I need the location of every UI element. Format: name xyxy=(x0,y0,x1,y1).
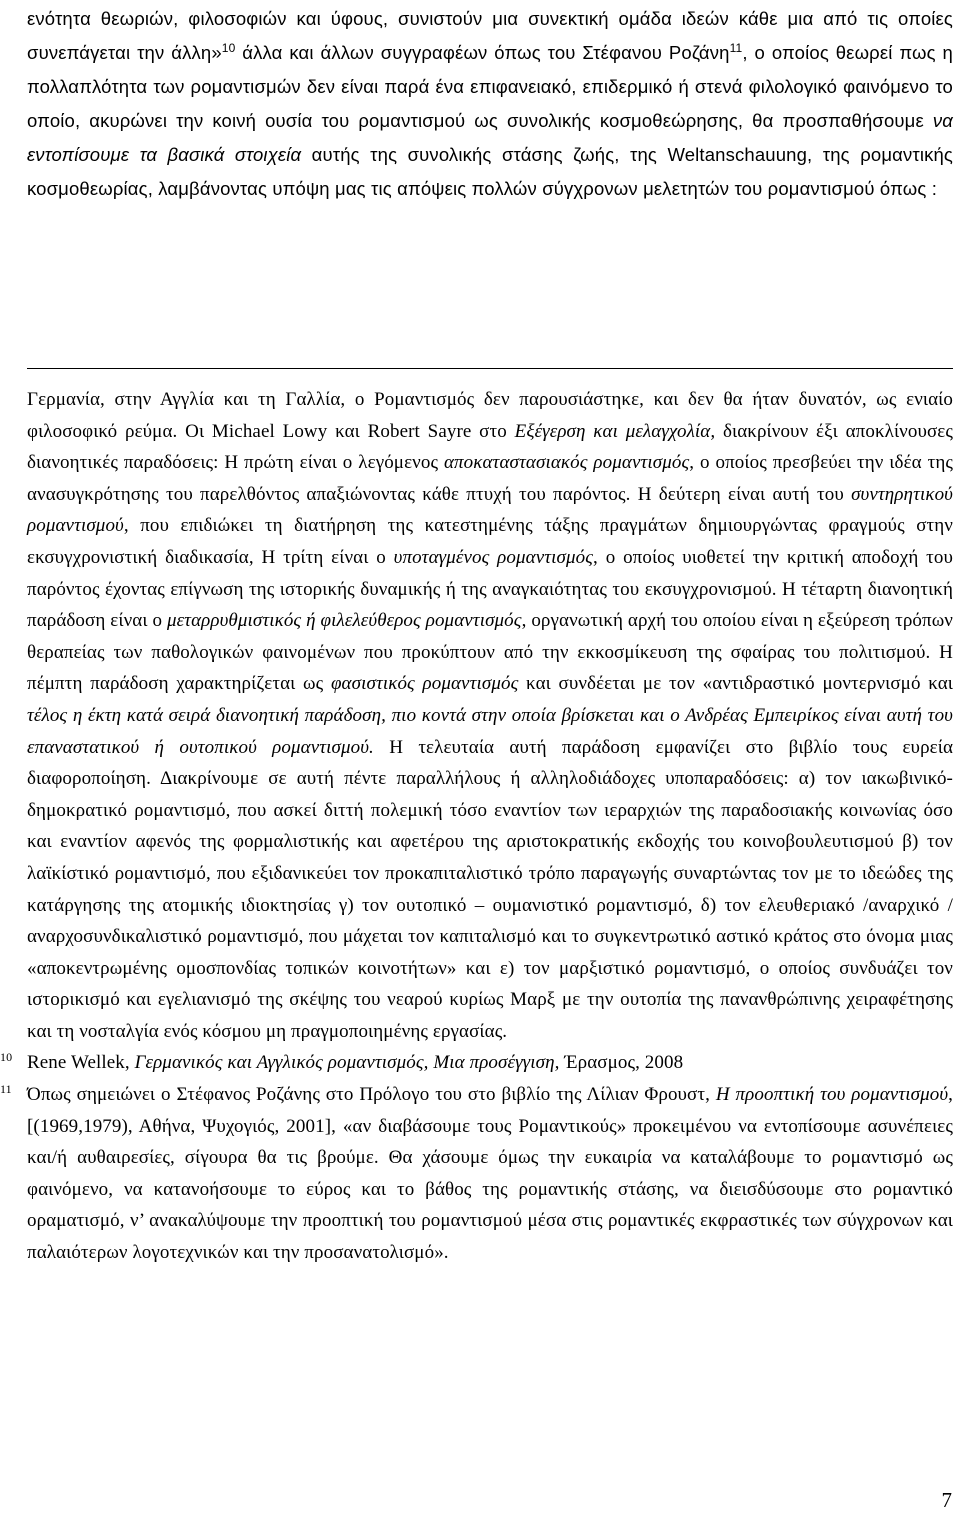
footnote-ref-10[interactable]: 10 xyxy=(221,41,236,55)
fn-cont-text-7: και συνδέεται με τον «αντιδραστικό μοντερνισμό και xyxy=(518,673,953,695)
page-number: 7 xyxy=(941,1488,952,1512)
footnote-10 xyxy=(0,1047,953,1079)
main-text-1: ενότητα θεωριών, φιλοσοφιών και ύφους, συνιστούν μια συνεκτική ομάδα ιδεών κάθε μια από τις οποίες συνεπάγεται την άλλη» xyxy=(27,8,953,63)
footnote-mark-11: 11 xyxy=(0,1082,12,1097)
fn-cont-text-5: , ο οποίος υιοθετεί την κριτική αποδοχή του παρόντος έχοντας επίγνωση της ιστορικής δυναμικής ή της αναγκαιότητας του εκσυγχρονισμού. Η τέταρτη διανοητική παράδοση είναι ο xyxy=(27,546,953,632)
fn-cont-italic-6: φασιστικός ρομαντισμός xyxy=(330,673,519,695)
footnote-mark-10: 10 xyxy=(0,1050,13,1065)
fn-cont-italic-7: τέλος η έκτη κατά σειρά διανοητική παράδοση, πιο κοντά στην οποία βρίσκεται και ο Ανδρέας Εμπειρίκος είναι αυτή του επαναστατικού ή ουτοπικού ρομαντισμού. xyxy=(27,704,953,758)
footnote-ref-11[interactable]: 11 xyxy=(729,41,743,55)
main-text-3: , ο οποίος θεωρεί πως η πολλαπλότητα των ρομαντισμών δεν είναι παρά ένα επιφανειακό, επιδερμικό ή στενά φιλολογικό φαινόμενο το οποίο, ακυρώνει την κοινή ουσία του ρομαντισμού ως συνολικής κοσμοθεώρησης, θα προσπαθήσουμε xyxy=(27,42,953,131)
fn-cont-italic-1: Εξέγερση και μελαγχολία, xyxy=(514,420,716,442)
footnote-separator xyxy=(27,368,953,369)
fn-cont-italic-2: αποκαταστασιακός ρομαντισμός xyxy=(443,452,690,474)
fn-cont-italic-3: συντηρητικού ρομαντισμού xyxy=(27,483,953,537)
fn11-italic: Η προοπτική του ρομαντισμού xyxy=(715,1084,949,1106)
main-text-4: αυτής της συνολικής στάσης ζωής, της Weltanschauung, της ρομαντικής κοσμοθεωρίας, λαμβάνοντας υπόψη μας τις απόψεις πολλών σύγχρονων μελετητών του ρομαντισμού όπως : xyxy=(27,144,953,199)
fn-cont-italic-4: υποταγμένος ρομαντισμός xyxy=(393,546,594,568)
fn-cont-text-1: Γερμανία, στην Αγγλία και τη Γαλλία, ο Ρομαντισμός δεν παρουσιάστηκε, και δεν θα ήταν δυνατόν, ως ενιαίο φιλοσοφικό ρεύμα. Οι Michael Lowy και Robert Sayre στο xyxy=(27,389,953,442)
fn-cont-text-4: , που επιδιώκει τη διατήρηση της κατεστημένης τάξης πραγμάτων δημιουργώντας φραγμούς στην εκσυγχρονιστική διαδικασία, Η τρίτη είναι ο xyxy=(27,515,953,568)
main-text-italic: να εντοπίσουμε τα βασικά στοιχεία xyxy=(27,110,953,165)
fn-cont-text-8: Η τελευταία αυτή παράδοση εμφανίζει στο βιβλίο τους ευρεία διαφοροποίηση. Διακρίνουμε σε αυτή πέντε παραλλήλους ή αλληλοδιάδοχες υποπαραδόσεις: α) τον ιακωβινικό-δημοκρατικό ρομαντισμό, που ασκεί διττή πολεμική τόσο εναντίον των ιεραρχιών της παραδοσιακής κοινωνίας όσο και εναντίον αφενός της φορμαλιστικής και αφετέρου της αριστοκρατικής εκδοχής του κοινοβουλευτισμού β) τον λαϊκίστικό ρομαντισμό, που εξιδανικεύει τον προκαπιταλιστικό τρόπο παραγωγής συναρτώντας τον με το ιδεώδες της κατάργησης της ατομικής ιδιοκτησίας γ) τον ουτοπικό – ουμανιστικό ρομαντισμό, δ) τον ελευθεριακό /αναρχικό /αναρχοσυνδικαλιστικό ρομαντισμό, που μάχεται τον καπιταλισμό και το συγκεντρωτικό αστικό κράτος στο όνομα μιας «αποκεντρωμένης ομοσπονδίας τοπικών κοινοτήτων» και ε) τον μαρξιστικό ρομαντισμό, ο οποίος συνδυάζει τον ιστορικισμό και εγελιανισμό της σκέψης του νεαρού κυρίως Μαρξ με την ουτοπία της πανανθρώπινης χειραφέτησης και τη νοσταλγία ενός κόσμου μη πραγμοποιημένης εργασίας. xyxy=(27,736,953,1042)
footnote-continuation xyxy=(27,384,953,1047)
fn10-text-1: Rene Wellek, xyxy=(27,1052,135,1074)
fn-cont-text-6: , οργανωτική αρχή του οποίου είναι η εξεύρεση τρόπων θεραπείας των παθολογικών φαινομένων που προκύπτουν από την εκκοσμίκευση της σφαίρας του πολιτισμού. Η πέμπτη παράδοση χαρακτηρίζεται ως xyxy=(27,610,953,695)
fn-cont-text-2: διακρίνουν έξι αποκλίνουσες διανοητικές παραδόσεις: Η πρώτη είναι ο λεγόμενος xyxy=(27,420,954,474)
fn11-text-1: Όπως σημειώνει ο Στέφανος Ροζάνης στο Πρόλογο του στο βιβλίο της Λίλιαν Φρουστ, xyxy=(27,1084,716,1106)
fn-cont-italic-5: μεταρρυθμιστικός ή φιλελεύθερος ρομαντισμός xyxy=(166,610,522,632)
fn10-italic: Γερμανικός και Αγγλικός ρομαντισμός, Μια προσέγγιση, xyxy=(134,1052,560,1074)
fn11-text-2: , [(1969,1979), Αθήνα, Ψυχογιός, 2001], «αν διαβάσουμε τους Ρομαντικούς» προκειμένου να εντοπίσουμε ασυνέπειες και/ή αυθαιρεσίες, σίγουρα θα τις βρούμε. Θα χάσουμε όμως την ευκαιρία να καταλάβουμε το ρομαντισμό ως φαινόμενο, να κατανοήσουμε το εύρος και το βάθος της ρομαντικής στάσης, να διεισδύσουμε στο ρομαντικό οραματισμό, ν’ ανακαλύψουμε την προοπτική του ρομαντισμού μέσα στις ρομαντικές εκφραστικές των σύγχρονων και παλαιότερων λογοτεχνικών και την προσανατολισμό». xyxy=(27,1084,953,1264)
main-text-2: άλλα και άλλων συγγραφέων όπως του Στέφανου Ροζάνη xyxy=(235,42,730,63)
fn-cont-text-3: , ο οποίος πρεσβεύει την ιδέα της ανασυγκρότησης του παρελθόντος απαξιώνοντας κάθε πτυχή του παρόντος. Η δεύτερη είναι αυτή του xyxy=(27,452,953,505)
footnotes xyxy=(0,384,954,1269)
footnote-11 xyxy=(0,1079,953,1269)
fn10-text-2: Έρασμος, 2008 xyxy=(559,1052,684,1074)
main-paragraph xyxy=(27,2,953,206)
